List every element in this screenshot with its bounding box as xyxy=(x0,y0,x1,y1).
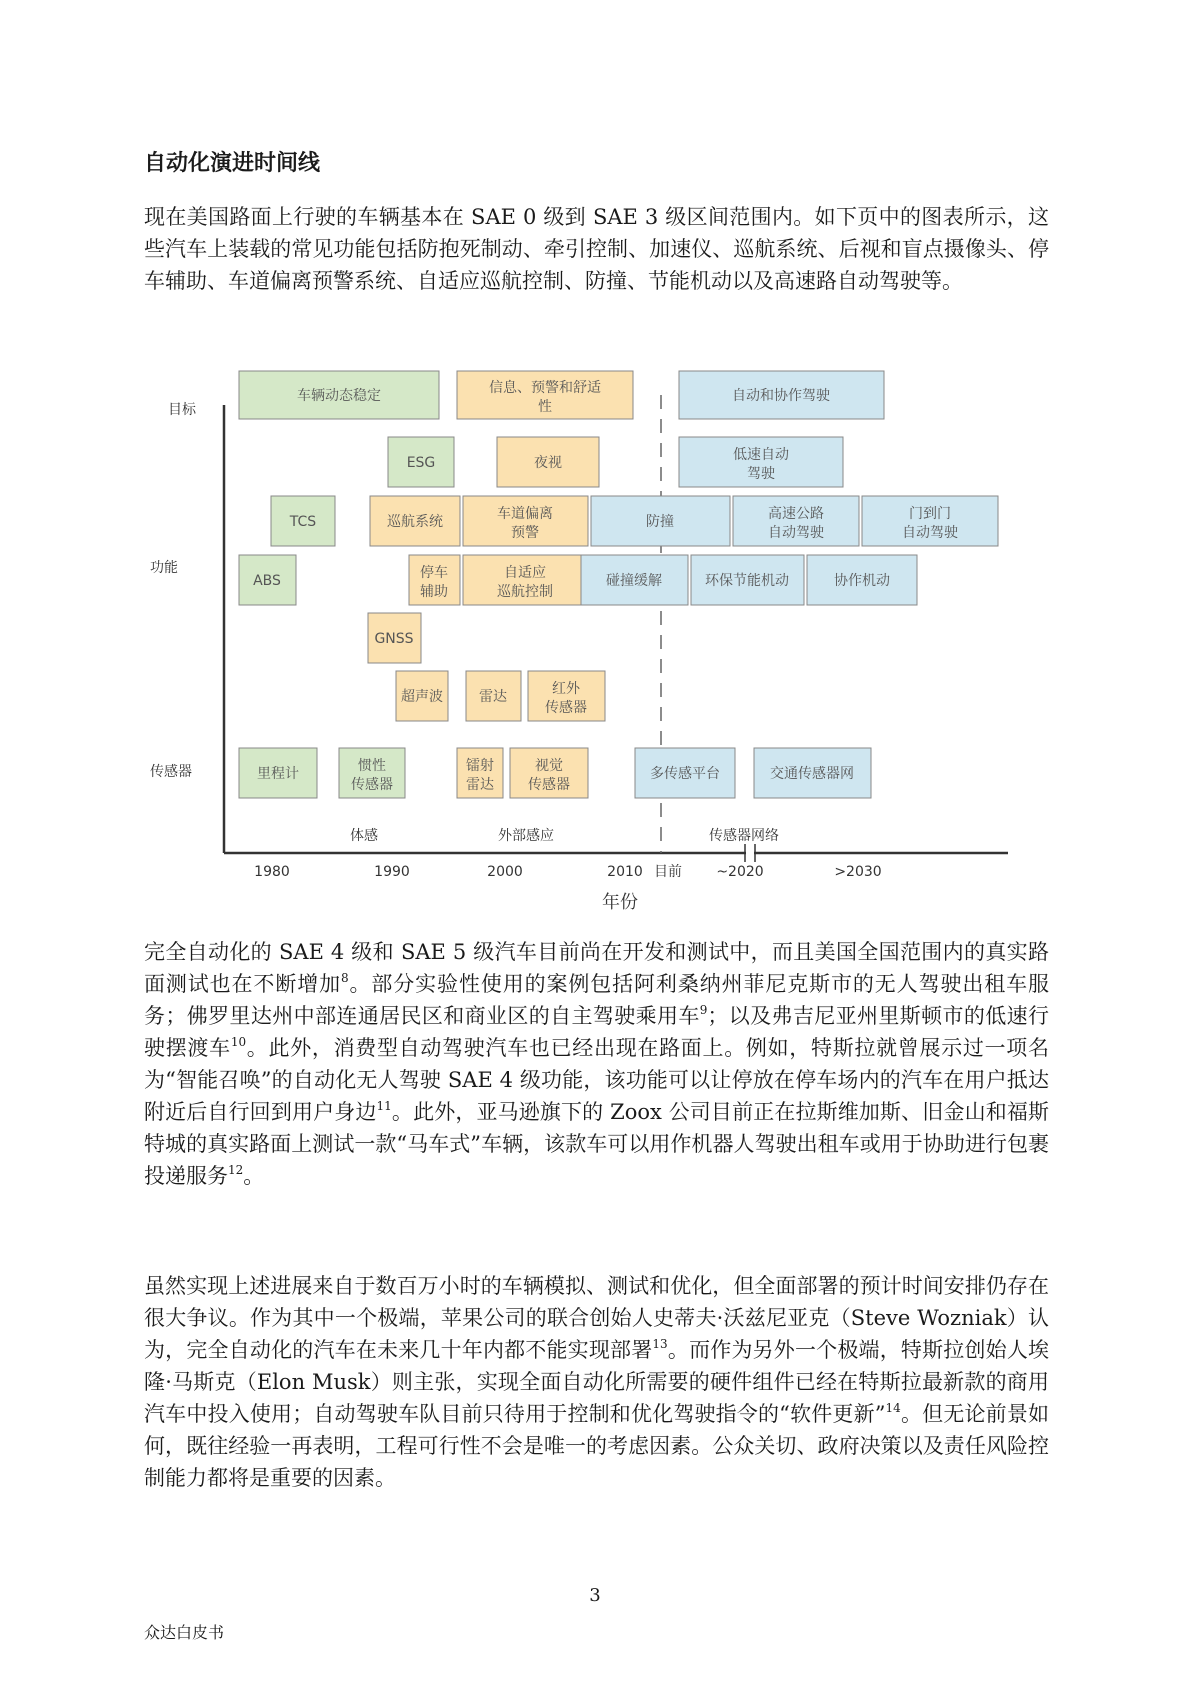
era-label-external: 外部感应 xyxy=(498,828,554,844)
box-label: 传感器 xyxy=(351,777,393,793)
tick-2000: 2000 xyxy=(487,864,523,880)
tick-2020: ~2020 xyxy=(716,864,764,880)
text-span: 虽然实现上述进展来自于数百万小时的车辆模拟、测试和优化，但全面部署的预计时间安排仍存在很大争议。作为其中一个极端，苹果公司的联合创始人史蒂夫·沃兹尼亚克（Steve Wozniak）认为，完全自动化的汽车在未来几十年内都不能实现部署 xyxy=(144,1274,1049,1362)
footnote-ref[interactable]: 8 xyxy=(340,971,349,985)
page-number: 3 xyxy=(589,1585,601,1606)
box-label: 停车 xyxy=(420,565,448,581)
footer-label: 众达白皮书 xyxy=(144,1623,225,1642)
box-label: 红外 xyxy=(552,681,580,697)
box-label: TCS xyxy=(289,514,317,530)
box-label: 信息、预警和舒适 xyxy=(489,380,601,396)
box-label: 性 xyxy=(538,399,552,415)
text-span: ；以及弗吉尼亚州里斯顿市的低速行驶摆渡车 xyxy=(144,1004,1050,1060)
box-label: GNSS xyxy=(374,631,414,647)
box-label: ESG xyxy=(406,455,436,471)
box-label: 超声波 xyxy=(401,689,443,705)
box-label: 碰撞缓解 xyxy=(606,573,662,589)
box-label: 辅助 xyxy=(420,584,448,600)
intro-paragraph: 现在美国路面上行驶的车辆基本在 SAE 0 级到 SAE 3 级区间范围内。如下页中的图表所示，这些汽车上装载的常见功能包括防抱死制动、牵引控制、加速仪、巡航系统、后视和盲点摄像头、停车辅助、车道偏离预警系统、自适应巡航控制、防撞、节能机动以及高速路自动驾驶等。 xyxy=(144,205,1049,293)
box-label: 车道偏离 xyxy=(497,506,553,522)
box-label: 雷达 xyxy=(479,689,507,705)
box-label: 门到门 xyxy=(909,506,951,522)
row-label-goal: 目标 xyxy=(168,402,196,418)
box-label: 巡航控制 xyxy=(497,584,553,600)
automation-timeline-diagram xyxy=(148,365,1048,930)
text-span: 。但无论前景如何，既往经验一再表明，工程可行性不会是唯一的考虑因素。公众关切、政府决策以及责任风险控制能力都将是重要的因素。 xyxy=(144,1402,1050,1490)
row-label-function: 功能 xyxy=(150,560,178,576)
box-label: 交通传感器网 xyxy=(770,766,854,782)
paragraph-full-automation xyxy=(144,936,1049,1192)
box-label: 自动和协作驾驶 xyxy=(732,388,830,404)
row-label-sensor: 传感器 xyxy=(150,764,192,780)
box-label: ABS xyxy=(253,573,281,589)
box-label: 高速公路 xyxy=(768,506,824,522)
tick-2010: 2010 xyxy=(607,864,643,880)
text-span: 完全自动化的 SAE 4 级和 SAE 5 级汽车目前尚在开发和测试中，而且美国全国范围内的真实路面测试也在不断增加 xyxy=(144,940,1049,996)
box-label: 驾驶 xyxy=(747,466,775,482)
era-label-body: 体感 xyxy=(350,828,378,844)
box-label: 雷达 xyxy=(466,777,494,793)
box-label: 环保节能机动 xyxy=(705,573,789,589)
text-span: 。而作为另外一个极端，特斯拉创始人埃隆·马斯克（Elon Musk）则主张，实现全面自动化所需要的硬件组件已经在特斯拉最新款的商用汽车中投入使用；自动驾驶车队目前只待用于控制和优化驾驶指令的“软件更新” xyxy=(144,1338,1050,1426)
footnote-ref[interactable]: 14 xyxy=(885,1401,901,1415)
box-label: 多传感平台 xyxy=(650,766,720,782)
footnote-ref[interactable]: 12 xyxy=(228,1163,244,1177)
text-span: 。部分实验性使用的案例包括阿利桑纳州菲尼克斯市的无人驾驶出租车服务；佛罗里达州中部连通居民区和商业区的自主驾驶乘用车 xyxy=(144,972,1050,1028)
box-label: 自动驾驶 xyxy=(768,525,824,541)
text-span: 。此外，消费型自动驾驶汽车也已经出现在路面上。例如，特斯拉就曾展示过一项名为“智能召唤”的自动化无人驾驶 SAE 4 级功能，该功能可以让停放在停车场内的汽车在用户抵达附近后自行回到用户身边 xyxy=(144,1036,1050,1124)
section-heading: 自动化演进时间线 xyxy=(144,151,321,176)
x-axis-title: 年份 xyxy=(602,892,638,913)
tick-1980: 1980 xyxy=(254,864,290,880)
footnote-ref[interactable]: 10 xyxy=(230,1035,247,1049)
box-label: 防撞 xyxy=(646,514,674,530)
footnote-ref[interactable]: 13 xyxy=(652,1337,668,1351)
tick-1990: 1990 xyxy=(374,864,410,880)
box-label: 低速自动 xyxy=(733,447,789,463)
text-span: 。此外，亚马逊旗下的 Zoox 公司目前正在拉斯维加斯、旧金山和福斯特城的真实路面上测试一款“马车式”车辆，该款车可以用作机器人驾驶出租车或用于协助进行包裹投递服务 xyxy=(144,1100,1049,1188)
paragraph-deployment-debate xyxy=(144,1270,1049,1494)
box-label: 惯性 xyxy=(358,758,386,774)
box-label: 镭射 xyxy=(466,758,494,774)
box-label: 自适应 xyxy=(504,565,546,581)
box-label: 传感器 xyxy=(528,777,570,793)
box-label: 夜视 xyxy=(534,455,562,471)
box-label: 协作机动 xyxy=(834,573,890,589)
tick-2030: >2030 xyxy=(834,864,882,880)
box-label: 里程计 xyxy=(257,766,299,782)
footnote-ref[interactable]: 11 xyxy=(376,1099,392,1113)
box-label: 传感器 xyxy=(545,700,587,716)
era-label-network: 传感器网络 xyxy=(709,828,779,844)
box-label: 预警 xyxy=(511,525,539,541)
axis-break-gap xyxy=(746,844,754,862)
box-label: 自动驾驶 xyxy=(902,525,958,541)
footnote-ref[interactable]: 9 xyxy=(699,1003,708,1017)
box-label: 视觉 xyxy=(535,758,563,774)
tick-now: 目前 xyxy=(654,864,682,880)
box-label: 车辆动态稳定 xyxy=(297,388,381,404)
box-label: 巡航系统 xyxy=(387,514,443,530)
text-span: 。 xyxy=(243,1164,265,1188)
